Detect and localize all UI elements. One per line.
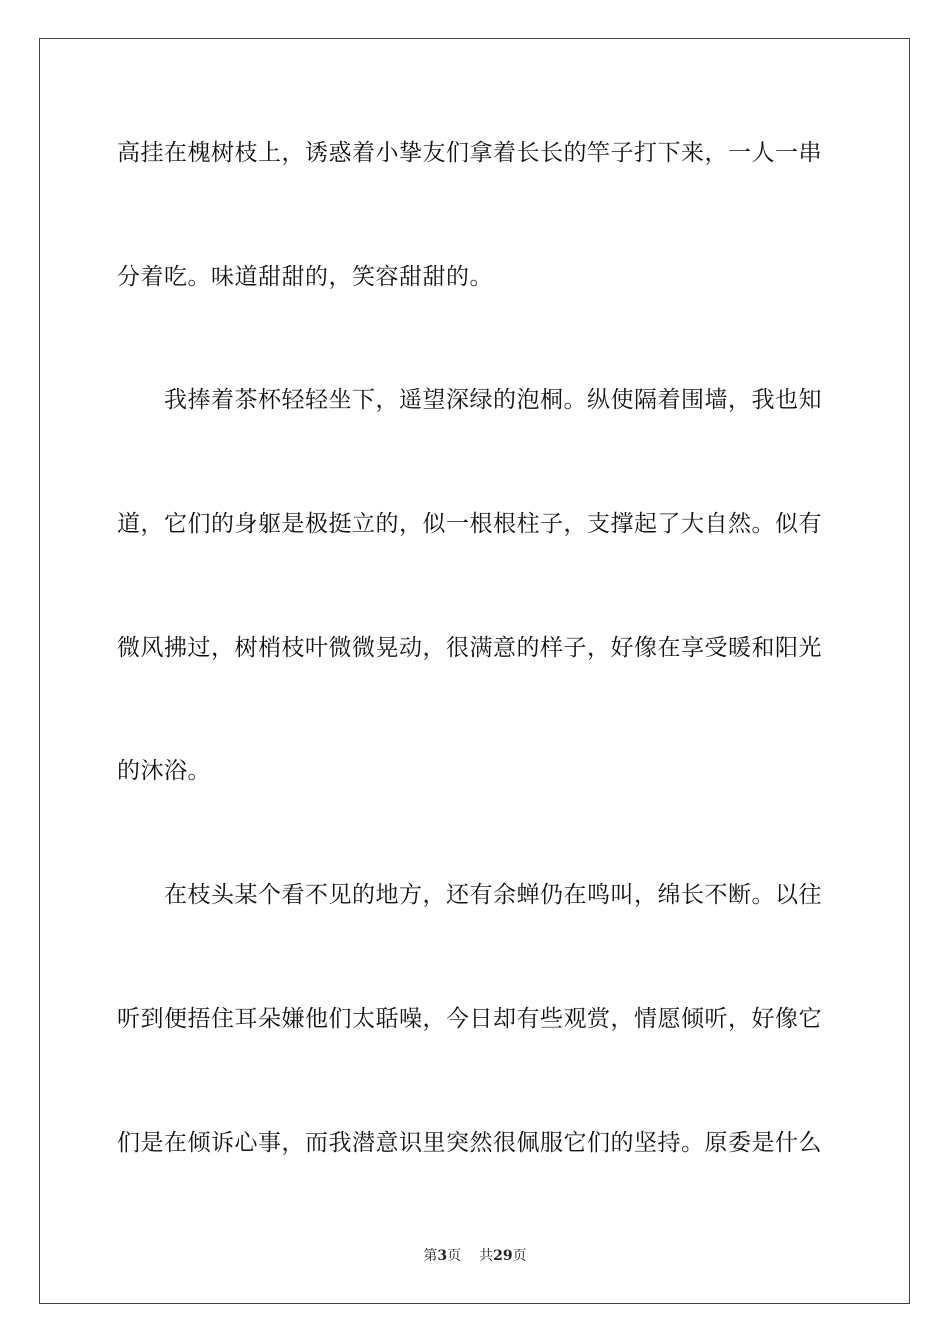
text-line: 高挂在槐树枝上，诱惑着小挚友们拿着长长的竿子打下来，一人一串 [117, 140, 822, 166]
total-suffix: 页 [512, 1248, 527, 1264]
page-suffix: 页 [447, 1248, 462, 1264]
text-line: 的沐浴。 [117, 758, 211, 784]
page-border [39, 38, 910, 1304]
text-line: 分着吃。味道甜甜的，笑容甜甜的。 [117, 264, 493, 290]
text-line: 道，它们的身躯是极挺立的，似一根根柱子，支撑起了大自然。似有 [117, 511, 822, 537]
text-line: 我捧着茶杯轻轻坐下，遥望深绿的泡桐。纵使隔着围墙，我也知 [117, 387, 822, 413]
page-footer [0, 1246, 950, 1266]
text-line: 在枝头某个看不见的地方，还有余蝉仍在鸣叫，绵长不断。以往 [117, 882, 822, 908]
page-number: 3 [437, 1248, 448, 1264]
text-line: 听到便捂住耳朵嫌他们太聒噪，今日却有些观赏，情愿倾听，好像它 [117, 1006, 822, 1032]
page-prefix: 第 [423, 1248, 438, 1264]
total-pages: 29 [493, 1248, 513, 1264]
total-prefix: 共 [479, 1248, 494, 1264]
text-line: 们是在倾诉心事，而我潜意识里突然很佩服它们的坚持。原委是什么 [117, 1130, 822, 1156]
text-line: 微风拂过，树梢枝叶微微晃动，很满意的样子，好像在享受暖和阳光 [117, 635, 822, 661]
